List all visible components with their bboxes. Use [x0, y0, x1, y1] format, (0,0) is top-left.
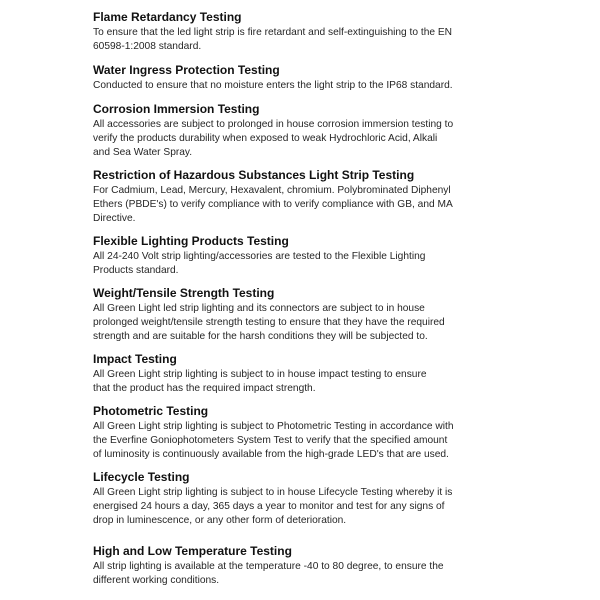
- section-temperature: [93, 544, 513, 588]
- section-text-line: that the product has the required impact strength.: [93, 383, 316, 394]
- section-text-line: For Cadmium, Lead, Mercury, Hexavalent, chromium. Polybrominated Diphenyl: [93, 185, 451, 196]
- section-heading: Corrosion Immersion Testing: [93, 102, 260, 116]
- section-flame-retardancy: [93, 10, 513, 54]
- section-text-line: 60598-1:2008 standard.: [93, 41, 202, 52]
- section-impact: [93, 352, 513, 396]
- section-text-line: Directive.: [93, 213, 136, 224]
- section-water-ingress: [93, 63, 513, 93]
- section-text-line: verify the products durability when exposed to weak Hydrochloric Acid, Alkali: [93, 133, 438, 144]
- section-text-line: energised 24 hours a day, 365 days a year to monitor and test for any signs of: [93, 501, 445, 512]
- section-text-line: and Sea Water Spray.: [93, 147, 193, 158]
- section-heading: Impact Testing: [93, 352, 177, 366]
- section-weight-tensile: [93, 286, 513, 344]
- section-text-line: prolonged weight/tensile strength testing to ensure that they have the required: [93, 317, 445, 328]
- section-heading: Water Ingress Protection Testing: [93, 63, 280, 77]
- section-hazardous-substances: [93, 168, 513, 226]
- section-heading: Weight/Tensile Strength Testing: [93, 286, 275, 300]
- section-text-line: Conducted to ensure that no moisture enters the light strip to the IP68 standard.: [93, 80, 453, 91]
- section-photometric: [93, 404, 513, 462]
- section-heading: Lifecycle Testing: [93, 470, 190, 484]
- section-text-line: All Green Light strip lighting is subject to in house Lifecycle Testing whereby it is: [93, 487, 453, 498]
- section-heading: Restriction of Hazardous Substances Light Strip Testing: [93, 168, 415, 182]
- section-heading: High and Low Temperature Testing: [93, 544, 292, 558]
- section-text-line: different working conditions.: [93, 575, 220, 586]
- section-text-line: the Everfine Goniophotometers System Test to verify that the specified amount: [93, 435, 448, 446]
- section-text-line: Products standard.: [93, 265, 179, 276]
- section-text-line: of luminosity is continuously available from the high-grade LED's that are used.: [93, 449, 449, 460]
- section-text-line: drop in luminescence, or any other form of deterioration.: [93, 515, 347, 526]
- section-flexible-lighting: [93, 234, 513, 278]
- section-corrosion-immersion: [93, 102, 513, 160]
- section-text-line: All Green Light led strip lighting and its connectors are subject to in house: [93, 303, 425, 314]
- section-text-line: All Green Light strip lighting is subject to in house impact testing to ensure: [93, 369, 427, 380]
- section-text-line: All strip lighting is available at the temperature -40 to 80 degree, to ensure the: [93, 561, 444, 572]
- section-heading: Photometric Testing: [93, 404, 209, 418]
- section-text-line: All Green Light strip lighting is subject to Photometric Testing in accordance with: [93, 421, 454, 432]
- section-lifecycle: [93, 470, 513, 528]
- section-text-line: To ensure that the led light strip is fire retardant and self-extinguishing to the EN: [93, 27, 453, 38]
- section-text-line: All 24-240 Volt strip lighting/accessories are tested to the Flexible Lighting: [93, 251, 426, 262]
- section-text-line: strength and are suitable for the harsh conditions they will be subjected to.: [93, 331, 428, 342]
- section-heading: Flexible Lighting Products Testing: [93, 234, 289, 248]
- section-heading: Flame Retardancy Testing: [93, 10, 242, 24]
- section-text-line: All accessories are subject to prolonged in house corrosion immersion testing to: [93, 119, 454, 130]
- document-page: [93, 10, 513, 588]
- section-text-line: Ethers (PBDE's) to verify compliance with to verify compliance with GB, and MA: [93, 199, 453, 210]
